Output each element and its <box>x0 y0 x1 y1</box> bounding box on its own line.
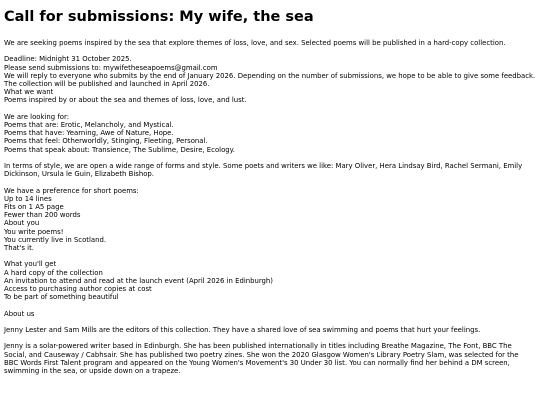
editors-text: Jenny Lester and Sam Mills are the editors of this collection. They have a shared love of sea swimming and poems that hurt your feelings. <box>4 326 481 334</box>
about-us-heading-block <box>4 310 534 318</box>
style-text: In terms of style, we are open a wide range of forms and style. Some poets and writers we like: Mary Oliver, Hera Lindsay Bird, Rachel Sermani, Emily Dickinson, Ursula le Guin, Elizabeth Bishop. <box>4 162 523 179</box>
list-item: Poems that speak about: Transience, The Sublime, Desire, Ecology. <box>4 145 235 154</box>
jenny-bio-text: Jenny is a solar-powered writer based in Edinburgh. She has been published internationally in titles including Breathe Magazine, The Font, BBC The Social, and Causeway / Cabhsair. She has published two poetry zines. She won the 2020 Glasgow Women's Library Poetry Slam, was selected for the BBC Words First Talent program and appeared on the Young Women's Movement's 30 Under 30 list. You can normally find her behind a DM screen, swimming in the sea, or upside down on a trapeze. <box>4 342 519 375</box>
publication-line: The collection will be published and launched in April 2026. <box>4 80 210 88</box>
preference-block <box>4 187 534 253</box>
submission-email-line: Please send submissions to: mywifetheseapoems@gmail.com <box>4 63 218 72</box>
page-title: Call for submissions: My wife, the sea <box>4 9 314 25</box>
list-item: You currently live in Scotland. <box>4 235 107 244</box>
list-item: An invitation to attend and read at the launch event (April 2026 in Edinburgh) <box>4 276 273 285</box>
about-us-heading: About us <box>4 309 35 318</box>
list-item: A hard copy of the collection <box>4 268 103 277</box>
list-item: You write poems! <box>4 227 64 236</box>
looking-for-heading: We are looking for: <box>4 112 70 121</box>
list-item: Poems that are: Erotic, Melancholy, and Mystical. <box>4 121 174 129</box>
list-item: Access to purchasing author copies at cost <box>4 285 152 294</box>
about-you-heading: About you <box>4 219 40 228</box>
intro-paragraph <box>4 39 534 47</box>
looking-for-block <box>4 113 534 154</box>
preference-heading: We have a preference for short poems: <box>4 186 139 195</box>
reply-line: We will reply to everyone who submits by the end of January 2026. Depending on the number of submissions, we hope to be able to give some feedback. <box>4 71 536 80</box>
list-item: Poems that feel: Otherworldly, Stinging, Fleeting, Personal. <box>4 137 208 146</box>
list-item: Fits on 1 A5 page <box>4 203 64 211</box>
list-item: That's it. <box>4 244 34 253</box>
list-item: To be part of something beautiful <box>4 293 119 302</box>
what-you-get-block <box>4 260 534 301</box>
jenny-bio-paragraph <box>4 342 534 375</box>
what-we-want-heading: What we want <box>4 88 54 97</box>
style-paragraph <box>4 162 534 178</box>
intro-text: We are seeking poems inspired by the sea that explore themes of loss, love, and sex. Selected poems will be published in a hard-copy collection. <box>4 39 506 47</box>
list-item: Up to 14 lines <box>4 194 52 203</box>
editors-paragraph <box>4 326 534 334</box>
list-item: Poems that have: Yearning, Awe of Nature, Hope. <box>4 129 174 138</box>
deadline-line: Deadline: Midnight 31 October 2025. <box>4 55 132 64</box>
what-we-want-text: Poems inspired by or about the sea and themes of loss, love, and lust. <box>4 96 247 105</box>
details-block <box>4 55 534 104</box>
what-you-get-heading: What you'll get <box>4 260 57 269</box>
list-item: Fewer than 200 words <box>4 211 81 220</box>
